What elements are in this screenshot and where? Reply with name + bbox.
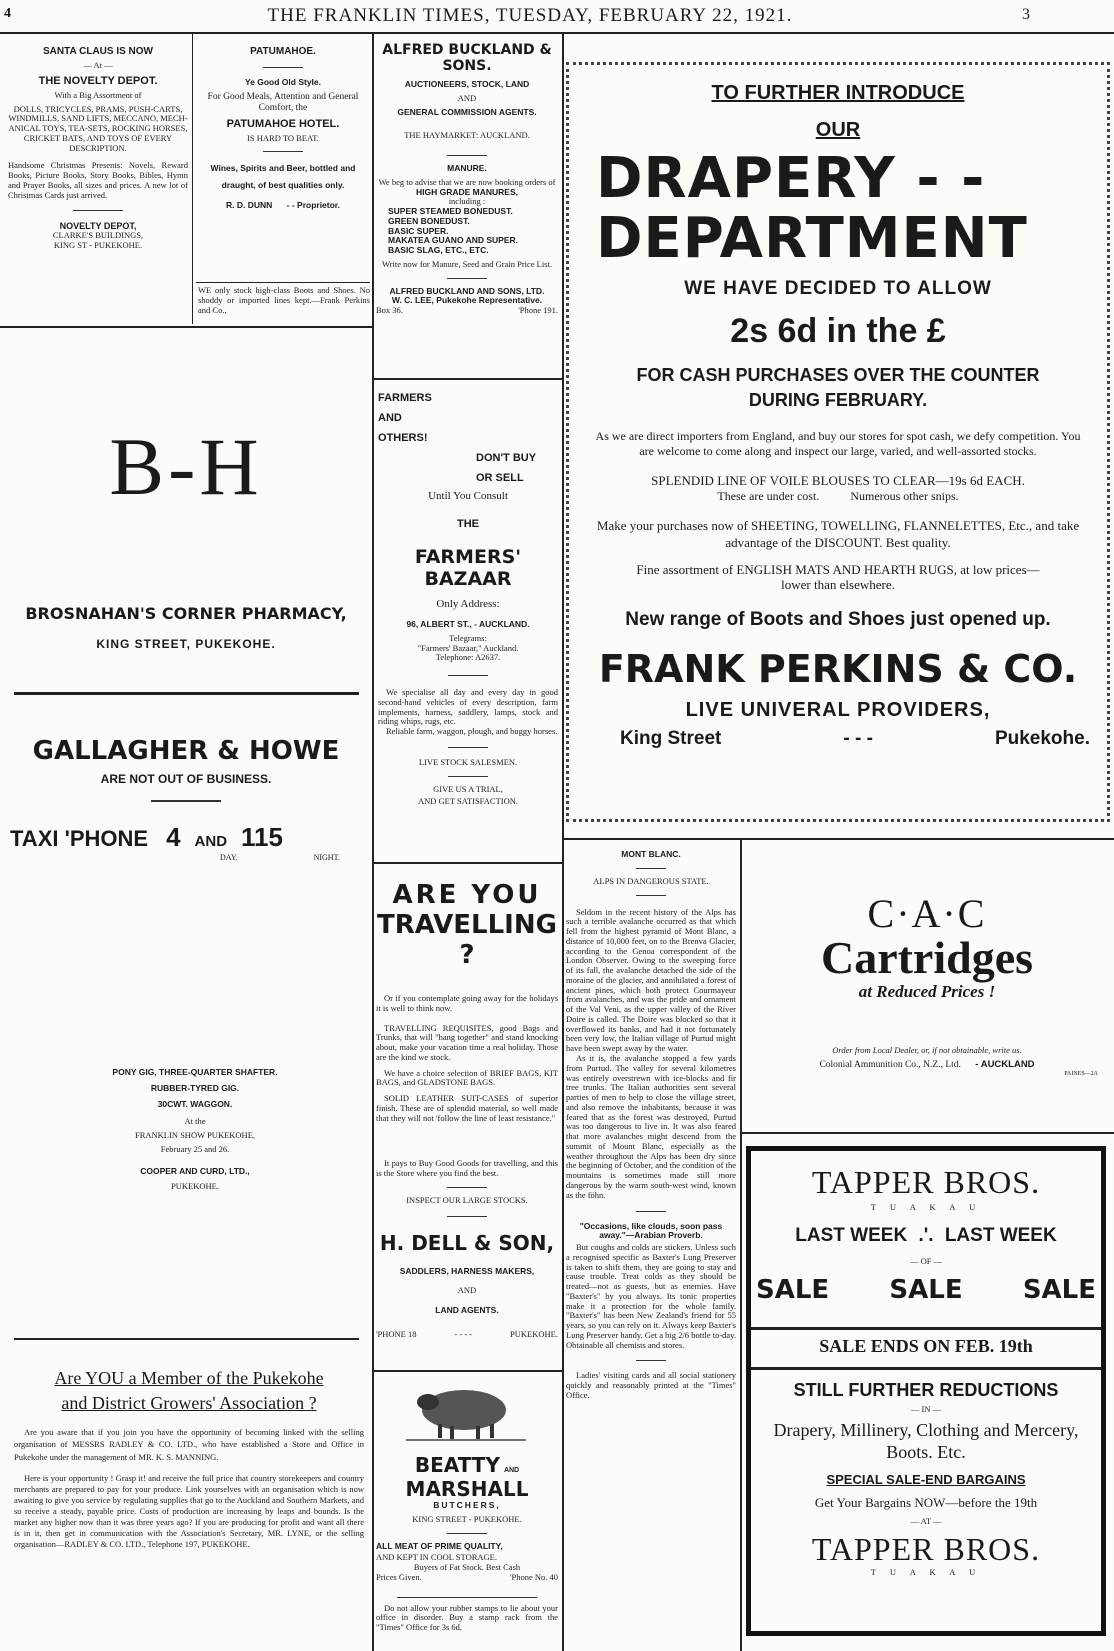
buckland-ad xyxy=(376,42,558,316)
bazaar-or-sell: OR SELL xyxy=(476,472,524,484)
dr-importers: As we are direct importers from England, and buy our stores for spot cash, we defy competition. You are welcome to come along and inspect our large, varied, and well-assorted stocks. xyxy=(595,429,1081,459)
bh-logo: B-H xyxy=(109,421,263,512)
tapper-bottom-title: TAPPER BROS. xyxy=(811,1530,1041,1567)
bazaar-trial: GIVE US A TRIAL, xyxy=(433,783,503,794)
tr-saddlers: SADDLERS, HARNESS MAKERS, xyxy=(399,1265,535,1276)
taxi-night-number: 115 xyxy=(241,822,283,852)
buckland-agents: GENERAL COMMISSION AGENTS. xyxy=(397,106,537,117)
santa-line: SANTA CLAUS IS NOW xyxy=(43,46,153,57)
taxi-night: NIGHT. xyxy=(313,853,340,862)
beatty-and: AND xyxy=(503,1467,520,1474)
gallagher-howe-ad xyxy=(0,736,372,816)
santa-depot: THE NOVELTY DEPOT. xyxy=(38,74,158,87)
dr-february: DURING FEBRUARY. xyxy=(748,390,928,411)
bazaar-dont-buy: DON'T BUY xyxy=(476,452,537,464)
cac-paines: PAINES—2A xyxy=(1064,1070,1098,1077)
tr-phone: 'PHONE 18 xyxy=(376,1329,417,1340)
dr-dashes: - - - xyxy=(843,727,873,749)
bazaar-the: THE xyxy=(457,518,479,530)
tapper-further: STILL FURTHER REDUCTIONS xyxy=(793,1380,1059,1400)
bazaar-satisfaction: AND GET SATISFACTION. xyxy=(417,796,519,807)
manure-item: MAKATEA GUANO AND SUPER. xyxy=(388,235,519,246)
col-rule-1 xyxy=(372,34,374,1651)
dr-introduce: TO FURTHER INTRODUCE xyxy=(711,82,965,104)
tr-it-pays: It pays to Buy Good Goods for travelling, and this is the Store where you find the best. xyxy=(376,1158,558,1179)
taxi-and: AND xyxy=(194,833,228,850)
dr-voile: SPLENDID LINE OF VOILE BLOUSES TO CLEAR—19s 6d EACH. xyxy=(651,473,1025,489)
tapper-in: — IN — xyxy=(910,1404,942,1414)
perkins-boots-note: WE only stock high-class Boots and Shoes. No shoddy or imported lines kept.—Frank Perkins and Co., xyxy=(198,285,370,315)
manure-item: BASIC SLAG, ETC., ETC. xyxy=(388,245,489,256)
bazaar-until: Until You Consult xyxy=(428,490,508,502)
buckland-box: Box 36. xyxy=(376,305,403,316)
pat-wines: Wines, Spirits and Beer, bottled and draught, of best qualities only. xyxy=(210,163,356,190)
tapper-bottom-tuakau: T U A K A U xyxy=(870,1566,982,1577)
divider xyxy=(564,838,1114,840)
pat-meals: For Good Meals, Attention and General Comfort, the xyxy=(207,91,359,113)
page-number: 3 xyxy=(1022,6,1030,23)
santa-novelty: NOVELTY DEPOT, xyxy=(59,221,137,232)
dr-our: OUR xyxy=(815,119,861,141)
santa-assort: With a Big Assortment of xyxy=(54,89,142,100)
dr-pukekohe: Pukekohe. xyxy=(994,727,1090,749)
beatty-phone: 'Phone No. 40 xyxy=(509,1571,558,1582)
dr-mats: Fine assortment of ENGLISH MATS AND HEARTH RUGS, at low prices—lower than elsewhere. xyxy=(636,561,1040,592)
bazaar-specialise: We specialise all day and every day in good second-hand vehicles of every description, farm implements, harness, saddlery, lamps, stock and riding whips, rugs, etc. xyxy=(378,687,558,727)
tapper-dots: .'. xyxy=(918,1224,934,1246)
bazaar-telegrams: Telegrams: xyxy=(449,632,487,643)
pony-gig-ad xyxy=(100,1068,290,1192)
dr-sheeting: Make your purchases now of SHEETING, TOWELLING, FLANNELETTES, Etc., and take advantage of the DISCOUNT. Best quality. xyxy=(596,518,1080,550)
gallagher-title: GALLAGHER & HOWE xyxy=(32,736,340,766)
beatty-butchers: BUTCHERS, xyxy=(433,1500,501,1510)
growers-association-ad xyxy=(14,1368,364,1550)
pony-waggon: 30CWT. WAGGON. xyxy=(157,1098,233,1109)
cac-order: Order from Local Dealer, or, if not obtainable, write us. xyxy=(832,1045,1022,1055)
bazaar-title: FARMERS' BAZAAR xyxy=(414,546,522,590)
tr-land: LAND AGENTS. xyxy=(435,1305,499,1316)
buckland-and: AND xyxy=(457,92,477,103)
beatty-marshall-ad xyxy=(376,1380,558,1633)
buckland-high: HIGH GRADE MANURES, xyxy=(415,186,518,197)
travelling-ad xyxy=(376,880,558,1340)
santa-at: — At — xyxy=(83,60,113,70)
col-rule-2 xyxy=(562,34,564,1651)
growers-title-1: Are YOU a Member of the Pukekohe xyxy=(54,1368,324,1388)
divider xyxy=(751,1367,1101,1370)
mb-visiting-cards: Ladies' visiting cards and all social stationery quickly and reasonably printed at the "Times" Office. xyxy=(566,1370,736,1400)
pony-rubber: RUBBER-TYRED GIG. xyxy=(150,1082,240,1093)
sheep-icon xyxy=(376,1380,558,1444)
beatty-buyers: Buyers of Fat Stock. Best Cash xyxy=(413,1562,521,1573)
tapper-of: — OF — xyxy=(909,1255,943,1266)
buckland-manure: MANURE. xyxy=(447,163,487,174)
tapper-last-week-2: LAST WEEK xyxy=(944,1224,1057,1246)
tapper-sale-ends: SALE ENDS ON FEB. 19th xyxy=(819,1336,1033,1356)
cac-cartridges: Cartridges xyxy=(820,932,1034,983)
buckland-ltd: ALFRED BUCKLAND AND SONS, LTD. xyxy=(389,285,545,296)
divider xyxy=(0,326,372,328)
santa-clarke: CLARKE'S BUILDINGS, xyxy=(52,230,144,241)
bazaar-others: OTHERS! xyxy=(378,432,428,444)
tapper-title: TAPPER BROS. xyxy=(811,1164,1041,1200)
dr-decided: WE HAVE DECIDED TO ALLOW xyxy=(684,278,992,300)
tapper-at: — AT — xyxy=(910,1515,942,1526)
pony-show: FRANKLIN SHOW PUKEKOHE, xyxy=(134,1130,256,1141)
tapper-sale: SALE xyxy=(889,1274,963,1305)
divider xyxy=(14,1338,359,1340)
dr-boots: New range of Boots and Shoes just opened up. xyxy=(625,608,1051,630)
dr-providers: LIVE UNIVERAL PROVIDERS, xyxy=(685,698,991,721)
taxi-phone-line xyxy=(10,822,370,862)
dr-cash: FOR CASH PURCHASES OVER THE COUNTER xyxy=(636,365,1040,386)
tr-and: AND xyxy=(457,1285,477,1296)
pat-hotel: PATUMAHOE HOTEL. xyxy=(226,117,340,130)
mb-title: MONT BLANC. xyxy=(621,849,681,859)
taxi-day-number: 4 xyxy=(166,822,181,852)
pony-dates: February 25 and 26. xyxy=(160,1143,230,1154)
divider xyxy=(751,1327,1101,1330)
cac-cartridges-ad xyxy=(746,890,1108,1077)
bazaar-address: 96, ALBERT ST., - AUCKLAND. xyxy=(406,619,530,629)
tr-travelling: TRAVELLING ? xyxy=(377,910,557,970)
dr-undercost: These are under cost. xyxy=(717,489,820,504)
col-rule-3 xyxy=(740,840,742,1651)
tr-contemplate: Or if you contemplate going away for the holidays it is well to think now. xyxy=(376,993,558,1013)
pat-beat: IS HARD TO BEAT. xyxy=(247,132,319,143)
header-rule xyxy=(0,32,1114,34)
buckland-including: including : xyxy=(448,196,486,207)
tapper-get-bargains: Get Your Bargains NOW—before the 19th xyxy=(814,1494,1038,1510)
pat-style: Ye Good Old Style. xyxy=(244,77,322,87)
mb-baxters: But coughs and colds are stickers. Unless such a recognised specific as Baxter's Lung Preserver is taken to shift them, they are going to stay and cause trouble. Treat colds as they should be treated—not as guests, but as enemies. Have "Baxter's" by you always. Its tonic properties make it a protection for the whole family. "Baxter's" has been New Zealand's friend for 55 years, so you can rely on it. Always keep Baxter's Lung Preserver handy. Get a big 2/6 bottle to-day. Obtainable all chemists and stores. xyxy=(566,1242,736,1350)
beatty-meat: ALL MEAT OF PRIME QUALITY, xyxy=(376,1540,503,1551)
dr-department: DEPARTMENT xyxy=(596,205,1028,271)
newspaper-title: THE FRANKLIN TIMES, TUESDAY, FEBRUARY 22, 1921. xyxy=(267,5,793,26)
farmers-bazaar-ad xyxy=(378,392,558,807)
tapper-drapery: Drapery, Millinery, Clothing and Mercery, Boots. Etc. xyxy=(773,1419,1079,1463)
bazaar-salesmen: LIVE STOCK SALESMEN. xyxy=(418,756,518,767)
mb-proverb: "Occasions, like clouds, soon pass away."—Arabian Proverb. xyxy=(579,1220,723,1241)
divider xyxy=(192,34,193,324)
bazaar-reliable: Reliable farm, waggon, plough, and buggy horses. xyxy=(386,726,558,737)
divider xyxy=(14,692,359,695)
gallagher-sub: ARE NOT OUT OF BUSINESS. xyxy=(100,772,272,786)
beatty-name: BEATTY xyxy=(414,1453,500,1477)
manure-item: GREEN BONEDUST. xyxy=(388,215,470,226)
santa-presents: Handsome Christmas Presents: Novels, Reward Books, Picture Books, Story Books, Bibles, Hymn and Prayer Books, all sizes and prices. A new lot of Christmas Cards just arrived. xyxy=(8,160,188,200)
buckland-haymarket: THE HAYMARKET: AUCKLAND. xyxy=(404,130,530,141)
pony-gig: PONY GIG, THREE-QUARTER SHAFTER. xyxy=(112,1067,278,1077)
mb-para-1: Seldom in the recent history of the Alps has such a terrible avalanche occurred as that which fell from the highest pyramid of Mont Blanc, a distance of 10,000 feet, on to the Brenva Glacier, according to the Genoa correspondent of the London Observer. Owing to the sweeping force of its fall, the avalanche detached the side of the moraine of the glacier, and annihilated a forest of ancient pines, which both protect Courmayeur from avalanches, and was the pride and ornament of the Val Veni, as the upper valley of the River Doire is called. The Doire was blocked so that it overflowed its banks, and had it not fortunately been very low, the Italian village of Purtud might have been swept away by the water. xyxy=(566,906,736,1054)
corner-mark: 4 xyxy=(4,6,11,21)
manure-item: SUPER STEAMED BONEDUST. xyxy=(388,206,513,217)
tapper-sale: SALE xyxy=(756,1274,830,1305)
dr-perkins: FRANK PERKINS & CO. xyxy=(598,646,1078,691)
tr-dashes: - - - - xyxy=(454,1329,473,1340)
dr-snips: Numerous other snips. xyxy=(850,489,959,504)
stamp-rack-note: Do not allow your rubber stamps to lie about your office in disorder. Buy a stamp rack from the "Times" Office for 3s 6d. xyxy=(376,1602,558,1633)
bazaar-telephone: Telephone: A2637. xyxy=(435,652,501,663)
patumahoe-hotel-ad xyxy=(196,46,370,210)
cac-company: Colonial Ammunition Co., N.Z., Ltd. xyxy=(819,1059,961,1070)
buckland-title: ALFRED BUCKLAND & SONS. xyxy=(382,42,552,74)
mb-para-2: As it is, the avalanche stopped a few yards from Purtud. The valley for several kilometres was entirely overstrewn with ice-blocks and fir tree trunks. The Italian authorities sent several parties of men to help to close the village street, and also remove the inhabitants, because it was feared that as the forest was destroyed, Purtud was too dangerous to live in. It was also feared that more avalanches might descend from the summit of Mount Blanc, especially as the weather throughout the Alps has been dry since the beginning of October, and the condition of the mountains is sometimes made still more dangerous by the warm south-west wind, known as the föhn. xyxy=(566,1053,736,1200)
buckland-phone: 'Phone 191. xyxy=(518,305,558,316)
tr-requisites: TRAVELLING REQUISITES, good Bags and Trunks, that will "hang together" and stand knocking about, make your vacation time a real holiday. Those are the kind we stock. xyxy=(376,1022,558,1062)
tapper-tuakau: T U A K A U xyxy=(870,1202,982,1212)
mb-subtitle: ALPS IN DANGEROUS STATE. xyxy=(593,875,709,886)
manure-item: BASIC SUPER. xyxy=(388,225,449,236)
tapper-reductions xyxy=(756,1380,1096,1577)
masthead xyxy=(0,0,1114,30)
growers-title-2: and District Growers' Association ? xyxy=(61,1393,317,1413)
tapper-bros-ad xyxy=(756,1164,1096,1305)
buckland-advise: We beg to advise that we are now booking orders of xyxy=(378,176,556,187)
divider xyxy=(742,1132,1114,1134)
pat-dunn: R. D. DUNN xyxy=(225,199,273,210)
buckland-lee: W. C. LEE, Pukekohe Representative. xyxy=(391,295,543,306)
pat-proprietor: - - Proprietor. xyxy=(286,199,341,210)
growers-para-1: Are you aware that if you join you have the opportunity of becoming linked with the selling organisation of MESSRS RADLEY & CO. LTD., who have established a Store and Office in Pukekohe under the management of MR. K. S. MANNING. xyxy=(14,1427,364,1462)
beatty-king: KING STREET - PUKEKOHE. xyxy=(412,1513,522,1524)
tr-inspect: INSPECT OUR LARGE STOCKS. xyxy=(406,1194,528,1205)
divider xyxy=(374,1370,562,1372)
taxi-label: TAXI 'PHONE xyxy=(10,826,149,851)
cac-auckland: - AUCKLAND xyxy=(975,1058,1035,1070)
tr-suitcases: SOLID LEATHER SUIT-CASES of superior finish. These are of splendid material, so well made that they will not 'follow the line of least resistance." xyxy=(376,1093,558,1123)
tapper-last-week-1: LAST WEEK xyxy=(795,1224,908,1246)
pony-at: At the xyxy=(184,1116,206,1127)
divider xyxy=(196,282,370,283)
divider xyxy=(374,862,562,864)
beatty-prices: Prices Given. xyxy=(376,1571,422,1582)
brosnahan-ad xyxy=(0,420,372,651)
frank-perkins-drapery-ad xyxy=(574,82,1102,750)
beatty-cool: AND KEPT IN COOL STORAGE. xyxy=(376,1552,497,1563)
pony-pukekohe: PUKEKOHE. xyxy=(171,1181,219,1192)
dr-drapery: DRAPERY - - xyxy=(596,146,986,211)
bh-king: KING STREET, PUKEKOHE. xyxy=(96,637,276,651)
tr-dell: H. DELL & SON, xyxy=(379,1230,555,1255)
taxi-day: DAY. xyxy=(220,853,238,862)
tapper-special: SPECIAL SALE-END BARGAINS xyxy=(826,1471,1026,1487)
pat-title: PATUMAHOE. xyxy=(250,46,316,57)
tr-bags: We have a choice selection of BRIEF BAGS, KIT BAGS, and GLADSTONE BAGS. xyxy=(376,1067,558,1088)
dr-king: King Street xyxy=(620,727,722,749)
bazaar-tele-name: "Farmers' Bazaar," Auckland. xyxy=(417,642,519,653)
buckland-auctioneers: AUCTIONEERS, STOCK, LAND xyxy=(404,79,530,89)
bazaar-only: Only Address: xyxy=(436,598,500,610)
dr-discount: 2s 6d in the £ xyxy=(730,312,946,351)
buckland-write: Write now for Manure, Seed and Grain Price List. xyxy=(381,258,553,269)
tapper-sale: SALE xyxy=(1022,1274,1096,1305)
cac-logo: C·A·C xyxy=(867,891,987,936)
divider xyxy=(374,378,562,380)
bazaar-farmers: FARMERS xyxy=(378,392,432,404)
marshall-name: MARSHALL xyxy=(405,1477,529,1501)
tr-pukekohe: PUKEKOHE. xyxy=(510,1329,558,1340)
growers-para-2: Here is your opportunity ! Grasp it! and receive the full price that country storekeepers and country merchants are prepared to pay for your produce. Link yourselves with an organisation which is now awaiting to give you service by regulating supplies that go to the Auckland and Southern Markets, and so receive a steady, payable price. Costs of production are increasing by leaps and bounds. Is the market any higher now than it was three years ago? If you are producing for profit and want all there is in it, then get in communication with the Association's Secretary, MR. LYNE, or the selling organisation—RADLEY & CO. LTD., Telephone 197, PUKEKOHE. xyxy=(14,1472,364,1550)
santa-toys: DOLLS, TRICYCLES, PRAMS, PUSH-CARTS, WINDMILLS, SAND LIFTS, MECCANO, MECH-ANICAL TOYS, TEA-SETS, ROCKING HORSES, CRICKET BATS, AND TOYS OF EVERY DESCRIPTION. xyxy=(8,103,188,153)
bh-pharmacy: BROSNAHAN'S CORNER PHARMACY, xyxy=(25,604,347,623)
bazaar-and: AND xyxy=(378,412,402,424)
santa-king: KING ST - PUKEKOHE. xyxy=(53,240,143,251)
pony-cooper: COOPER AND CURD, LTD., xyxy=(140,1165,250,1176)
novelty-depot-ad xyxy=(8,46,188,251)
tr-are-you: ARE YOU xyxy=(392,880,542,910)
cac-reduced: at Reduced Prices ! xyxy=(858,982,996,1001)
mont-blanc-article xyxy=(566,850,736,1401)
